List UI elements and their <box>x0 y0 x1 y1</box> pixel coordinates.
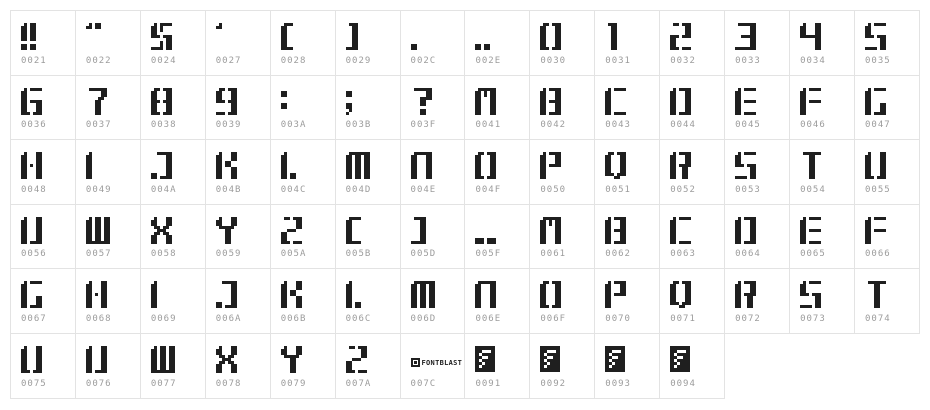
glyph-0076 <box>86 346 107 373</box>
glyph-0028 <box>281 23 293 50</box>
glyph-cell-004D[interactable] <box>335 139 401 205</box>
glyph-code: 0048 <box>21 184 47 195</box>
glyph-cell-0056[interactable] <box>10 204 76 270</box>
glyph-cell-003A[interactable] <box>270 75 336 141</box>
glyph-cell-0070[interactable] <box>594 268 660 334</box>
glyph-code: 0030 <box>540 55 567 66</box>
glyph-006C <box>346 281 361 308</box>
notdef-box <box>540 346 560 372</box>
glyph-cell-0028[interactable] <box>270 10 336 76</box>
glyph-0070 <box>605 281 626 308</box>
glyph-0079 <box>281 346 302 373</box>
glyph-0034 <box>800 23 821 50</box>
glyph-cell-007C[interactable] <box>400 333 466 399</box>
glyph-cell-0058[interactable] <box>140 204 206 270</box>
glyph-cell-004C[interactable] <box>270 139 336 205</box>
glyph-0049 <box>86 152 92 179</box>
glyph-cell-0047[interactable] <box>854 75 920 141</box>
glyph-cell-0062[interactable] <box>594 204 660 270</box>
glyph-code: 0079 <box>280 378 307 389</box>
glyph-cell-0072[interactable] <box>724 268 790 334</box>
glyph-code: 0047 <box>864 120 891 131</box>
fontblast-logo-text: FONTBLAST <box>421 358 463 367</box>
notdef-glyph <box>670 346 690 373</box>
glyph-code: 004C <box>280 184 307 195</box>
glyph-code: 0068 <box>85 313 112 324</box>
glyph-code: 0043 <box>605 120 631 131</box>
glyph-0048 <box>21 152 42 179</box>
glyph-code: 0071 <box>670 313 696 324</box>
glyph-cell-004B[interactable] <box>205 139 271 205</box>
glyph-0024 <box>151 23 172 50</box>
glyph-cell-006E[interactable] <box>464 268 530 334</box>
glyph-code: 0066 <box>864 249 891 260</box>
glyph-code: 002C <box>410 55 437 66</box>
glyph-code: 0067 <box>21 313 47 324</box>
glyph-0055 <box>865 152 886 179</box>
glyph-code: 0034 <box>800 55 826 66</box>
glyph-cell-0092[interactable] <box>529 333 595 399</box>
glyph-cell-0064[interactable] <box>724 204 790 270</box>
notdef-glyph <box>540 346 560 373</box>
glyph-code: 0093 <box>605 378 631 389</box>
glyph-code: 003B <box>345 120 372 131</box>
glyph-0072 <box>735 281 756 308</box>
glyph-code: 0078 <box>215 378 242 389</box>
glyph-cell-0071[interactable] <box>659 268 725 334</box>
glyph-code: 0044 <box>670 120 696 131</box>
glyph-0035 <box>865 23 886 50</box>
glyph-code: 0076 <box>85 378 112 389</box>
glyph-code: 0046 <box>800 120 826 131</box>
glyph-004A <box>151 152 172 179</box>
glyph-code: 0037 <box>85 120 112 131</box>
fontblast-logo-icon <box>411 358 420 367</box>
glyph-0022 <box>86 23 101 50</box>
glyph-code: 004E <box>410 184 437 195</box>
glyph-cell-0039[interactable] <box>205 75 271 141</box>
glyph-0052 <box>670 152 691 179</box>
glyph-cell-0042[interactable] <box>529 75 595 141</box>
glyph-cell-002C[interactable] <box>400 10 466 76</box>
glyph-005F <box>475 217 496 244</box>
glyph-0029 <box>346 23 358 50</box>
glyph-cell-0093[interactable] <box>594 333 660 399</box>
glyph-0036 <box>21 88 42 115</box>
glyph-code: 0075 <box>21 378 47 389</box>
glyph-cell-0067[interactable] <box>10 268 76 334</box>
glyph-cell-0035[interactable] <box>854 10 920 76</box>
glyph-cell-002E[interactable] <box>464 10 530 76</box>
glyph-0051 <box>605 152 626 179</box>
glyph-cell-0050[interactable] <box>529 139 595 205</box>
glyph-0042 <box>540 88 561 115</box>
glyph-0065 <box>800 217 821 244</box>
glyph-0071 <box>670 281 691 308</box>
glyph-0053 <box>735 152 756 179</box>
glyph-cell-0066[interactable] <box>854 204 920 270</box>
glyph-code: 0056 <box>21 249 47 260</box>
glyph-004E <box>411 152 432 179</box>
notdef-box <box>475 346 495 372</box>
glyph-code: 0045 <box>735 120 761 131</box>
glyph-cell-003B[interactable] <box>335 75 401 141</box>
glyph-cell-0033[interactable] <box>724 10 790 76</box>
glyph-code: 0059 <box>215 249 242 260</box>
glyph-cell-0048[interactable] <box>10 139 76 205</box>
glyph-cell-0054[interactable] <box>789 139 855 205</box>
glyph-code: 004B <box>215 184 242 195</box>
glyph-code: 0058 <box>150 249 177 260</box>
glyph-cell-0063[interactable] <box>659 204 725 270</box>
glyph-cell-0049[interactable] <box>75 139 141 205</box>
glyph-0064 <box>735 217 756 244</box>
glyph-code: 007C <box>410 378 437 389</box>
glyph-003A <box>281 88 287 115</box>
glyph-cell-0021[interactable] <box>10 10 76 76</box>
glyph-0044 <box>670 88 691 115</box>
glyph-cell-0044[interactable] <box>659 75 725 141</box>
glyph-cell-007A[interactable] <box>335 333 401 399</box>
glyph-0057 <box>86 217 110 244</box>
glyph-005D <box>411 217 426 244</box>
glyph-cell-0078[interactable] <box>205 333 271 399</box>
glyph-code: 0062 <box>605 249 631 260</box>
glyph-row <box>11 76 920 141</box>
glyph-cell-005F[interactable] <box>464 204 530 270</box>
glyph-code: 0094 <box>670 378 696 389</box>
glyph-0031 <box>605 23 620 50</box>
glyph-cell-0077[interactable] <box>140 333 206 399</box>
glyph-code: 0041 <box>475 120 502 131</box>
glyph-code: 0028 <box>280 55 307 66</box>
glyph-0075 <box>21 346 42 373</box>
glyph-cell-0061[interactable] <box>529 204 595 270</box>
glyph-cell-0034[interactable] <box>789 10 855 76</box>
glyph-004F <box>475 152 496 179</box>
glyph-code: 006E <box>475 313 502 324</box>
glyph-code: 0057 <box>85 249 112 260</box>
glyph-code: 0069 <box>150 313 177 324</box>
glyph-row <box>11 140 920 205</box>
glyph-code: 006D <box>410 313 437 324</box>
glyph-cell-0029[interactable] <box>335 10 401 76</box>
glyph-code: 0055 <box>864 184 891 195</box>
glyph-cell-0037[interactable] <box>75 75 141 141</box>
glyph-code: 006C <box>345 313 372 324</box>
glyph-0058 <box>151 217 172 244</box>
notdef-box <box>670 346 690 372</box>
glyph-row <box>11 269 920 334</box>
glyph-002C <box>411 23 417 50</box>
glyph-0059 <box>216 217 237 244</box>
glyph-code: 0050 <box>540 184 567 195</box>
glyph-003B <box>346 88 352 115</box>
glyph-0074 <box>865 281 886 308</box>
glyph-code: 0032 <box>670 55 696 66</box>
glyph-code: 0072 <box>735 313 761 324</box>
glyph-0067 <box>21 281 42 308</box>
glyph-code: 004A <box>150 184 177 195</box>
glyph-code: 0038 <box>150 120 177 131</box>
glyph-006D <box>411 281 435 308</box>
glyph-006E <box>475 281 496 308</box>
notdef-box <box>605 346 625 372</box>
glyph-0033 <box>735 23 756 50</box>
glyph-code: 002E <box>475 55 502 66</box>
glyph-004B <box>216 152 237 179</box>
glyph-code: 0049 <box>85 184 112 195</box>
glyph-0043 <box>605 88 626 115</box>
glyph-cell-003F[interactable] <box>400 75 466 141</box>
glyph-cell-0053[interactable] <box>724 139 790 205</box>
glyph-cell-0068[interactable] <box>75 268 141 334</box>
glyph-code: 003F <box>410 120 437 131</box>
glyph-code: 0022 <box>85 55 112 66</box>
glyph-code: 0033 <box>735 55 761 66</box>
glyph-0050 <box>540 152 561 179</box>
glyph-code: 005B <box>345 249 372 260</box>
glyph-cell-0043[interactable] <box>594 75 660 141</box>
glyph-cell-0038[interactable] <box>140 75 206 141</box>
glyph-006F <box>540 281 561 308</box>
glyph-0056 <box>21 217 42 244</box>
glyph-0073 <box>800 281 821 308</box>
glyph-code: 0052 <box>670 184 696 195</box>
glyph-cell-0069[interactable] <box>140 268 206 334</box>
glyph-cell-0041[interactable] <box>464 75 530 141</box>
glyph-0027 <box>216 23 222 50</box>
glyph-cell-006C[interactable] <box>335 268 401 334</box>
glyph-code: 0027 <box>215 55 242 66</box>
glyph-005A <box>281 217 302 244</box>
glyph-cell-0057[interactable] <box>75 204 141 270</box>
glyph-cell-006B[interactable] <box>270 268 336 334</box>
glyph-0046 <box>800 88 821 115</box>
glyph-code: 004F <box>475 184 502 195</box>
glyph-cell-005D[interactable] <box>400 204 466 270</box>
glyph-cell-0022[interactable] <box>75 10 141 76</box>
glyph-code: 0077 <box>150 378 177 389</box>
glyph-code: 006A <box>215 313 242 324</box>
glyph-006B <box>281 281 302 308</box>
glyph-cell-004E[interactable] <box>400 139 466 205</box>
glyph-cell-0055[interactable] <box>854 139 920 205</box>
glyph-0045 <box>735 88 756 115</box>
glyph-0054 <box>800 152 821 179</box>
glyph-code: 0024 <box>150 55 177 66</box>
glyph-002E <box>475 23 490 50</box>
glyph-0063 <box>670 217 691 244</box>
glyph-cell-0051[interactable] <box>594 139 660 205</box>
glyph-004D <box>346 152 370 179</box>
glyph-cell-004A[interactable] <box>140 139 206 205</box>
glyph-cell-0073[interactable] <box>789 268 855 334</box>
glyph-cell-004F[interactable] <box>464 139 530 205</box>
glyph-code: 0029 <box>345 55 372 66</box>
glyph-0061 <box>540 217 561 244</box>
glyph-code: 0092 <box>540 378 567 389</box>
glyph-0047 <box>865 88 886 115</box>
glyph-code: 0064 <box>735 249 761 260</box>
glyph-0041 <box>475 88 496 115</box>
glyph-cell-005A[interactable] <box>270 204 336 270</box>
glyph-code: 0074 <box>864 313 891 324</box>
glyph-005B <box>346 217 361 244</box>
glyph-cell-0052[interactable] <box>659 139 725 205</box>
glyph-code: 0091 <box>475 378 502 389</box>
glyph-code: 0042 <box>540 120 567 131</box>
glyph-code: 0070 <box>605 313 631 324</box>
glyph-code: 0063 <box>670 249 696 260</box>
glyph-row <box>11 334 920 399</box>
glyph-code: 005A <box>280 249 307 260</box>
glyph-code: 0073 <box>800 313 826 324</box>
glyph-row <box>11 11 920 76</box>
glyph-cell-0079[interactable] <box>270 333 336 399</box>
glyph-grid <box>11 11 920 399</box>
glyph-cell-0076[interactable] <box>75 333 141 399</box>
glyph-cell-0031[interactable] <box>594 10 660 76</box>
glyph-cell-0045[interactable] <box>724 75 790 141</box>
glyph-0077 <box>151 346 175 373</box>
glyph-cell-0032[interactable] <box>659 10 725 76</box>
glyph-007A <box>346 346 367 373</box>
glyph-0030 <box>540 23 561 50</box>
glyph-006A <box>216 281 237 308</box>
glyph-0068 <box>86 281 107 308</box>
glyph-0038 <box>151 88 172 115</box>
glyph-cell-0091[interactable] <box>464 333 530 399</box>
glyph-cell-006F[interactable] <box>529 268 595 334</box>
glyph-code: 0031 <box>605 55 631 66</box>
notdef-glyph <box>475 346 495 373</box>
glyph-cell-0074[interactable] <box>854 268 920 334</box>
fontblast-logo <box>411 358 463 368</box>
glyph-code: 0054 <box>800 184 826 195</box>
glyph-code: 005D <box>410 249 437 260</box>
glyph-0032 <box>670 23 691 50</box>
glyph-0066 <box>865 217 886 244</box>
glyph-cell-005B[interactable] <box>335 204 401 270</box>
glyph-code: 0036 <box>21 120 47 131</box>
glyph-code: 004D <box>345 184 372 195</box>
glyph-code: 0053 <box>735 184 761 195</box>
glyph-code: 0065 <box>800 249 826 260</box>
glyph-cell-0024[interactable] <box>140 10 206 76</box>
glyph-0069 <box>151 281 157 308</box>
glyph-cell-0075[interactable] <box>10 333 76 399</box>
glyph-cell-0094[interactable] <box>659 333 725 399</box>
glyph-code: 006F <box>540 313 567 324</box>
glyph-cell-006D[interactable] <box>400 268 466 334</box>
glyph-code: 0021 <box>21 55 47 66</box>
glyph-cell-0030[interactable] <box>529 10 595 76</box>
glyph-cell-0065[interactable] <box>789 204 855 270</box>
glyph-0021 <box>21 23 36 50</box>
glyph-code: 0035 <box>864 55 891 66</box>
glyph-003F <box>411 88 432 115</box>
glyph-0078 <box>216 346 237 373</box>
glyph-0062 <box>605 217 626 244</box>
glyph-code: 0039 <box>215 120 242 131</box>
glyph-code: 006B <box>280 313 307 324</box>
glyph-cell-0059[interactable] <box>205 204 271 270</box>
glyph-row <box>11 205 920 270</box>
glyph-code: 0061 <box>540 249 567 260</box>
glyph-code: 0051 <box>605 184 631 195</box>
glyph-cell-0027[interactable] <box>205 10 271 76</box>
glyph-cell-0046[interactable] <box>789 75 855 141</box>
glyph-cell-006A[interactable] <box>205 268 271 334</box>
notdef-glyph <box>605 346 625 373</box>
glyph-code: 005F <box>475 249 502 260</box>
glyph-0037 <box>86 88 107 115</box>
glyph-0039 <box>216 88 237 115</box>
glyph-code: 003A <box>280 120 307 131</box>
glyph-cell-0036[interactable] <box>10 75 76 141</box>
glyph-004C <box>281 152 296 179</box>
glyph-code: 007A <box>345 378 372 389</box>
